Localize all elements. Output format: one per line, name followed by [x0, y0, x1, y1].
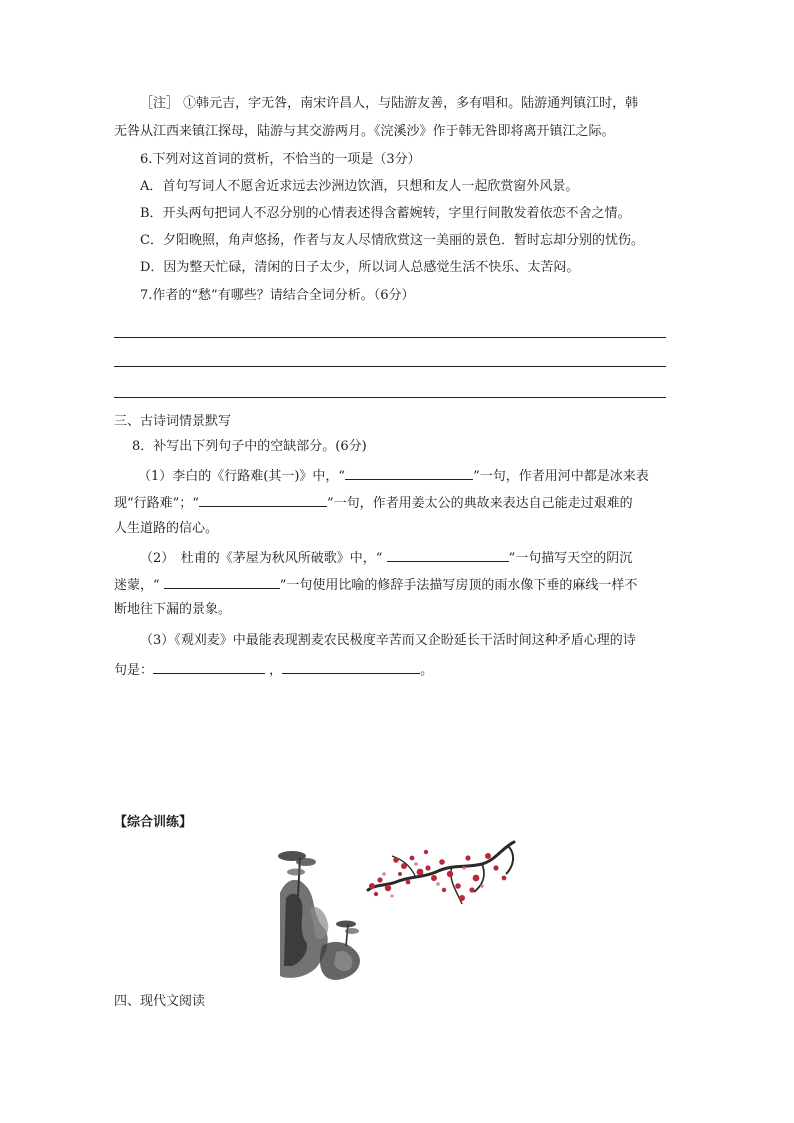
q6-option-a: A．首句写词人不愿舍近求远去沙洲边饮酒，只想和友人一起欣赏窗外风景。: [140, 179, 579, 194]
q6-option-c: C．夕阳晚照，角声悠扬，作者与友人尽情欣赏这一美丽的景色．暂时忘却分别的忧伤。: [140, 233, 644, 248]
q8-item-2-text-b: ”一句描写天空的阴沉: [508, 551, 633, 566]
q6-stem: 6.下列对这首词的赏析，不恰当的一项是（3分）: [140, 152, 421, 167]
q8-item-1-line-3: 人生道路的信心。: [114, 521, 219, 536]
answer-line-1[interactable]: [114, 337, 666, 338]
q8-item-2-text-c: 迷蒙，“: [114, 578, 164, 593]
q8-item-1-line-1: [138, 465, 649, 487]
q8-item-3-text-d: 。: [420, 663, 434, 678]
ink-painting-image: [276, 838, 518, 982]
fill-blank-5[interactable]: [153, 659, 265, 674]
q8-item-2-line-1: [140, 547, 632, 569]
q8-item-2-text-a: （2） 杜甫的《茅屋为秋风所破歌》中，“: [140, 551, 387, 566]
plum-blossom-branch-icon: [368, 842, 514, 904]
q8-stem: 8．补写出下列句子中的空缺部分。(6分): [132, 439, 367, 454]
fill-blank-6[interactable]: [282, 659, 420, 674]
q8-item-3-text-c: ，: [265, 663, 283, 678]
q8-item-1-text-b: ”一句，作者用河中都是冰来表: [473, 469, 649, 484]
q8-item-1-text-c: 现“行路难”；“: [114, 496, 199, 511]
q8-item-3-text-b: 句是：: [114, 663, 154, 678]
q8-item-2-line-3: 断地往下漏的景象。: [114, 602, 232, 617]
q6-option-d: D．因为整天忙碌，清闲的日子太少，所以词人总感觉生活不快乐、太苦闷。: [140, 260, 580, 275]
q8-item-3-line-1: （3）《观刈麦》中最能表现割麦农民极度辛苦而又企盼延长干活时间这种矛盾心理的诗: [140, 633, 636, 648]
note-line-1: ［注］ ①韩元吉，字无咎，南宋许昌人，与陆游友善，多有唱和。陆游通判镇江时，韩: [140, 96, 639, 111]
q6-option-b: B．开头两句把词人不忍分别的心情表述得含蓄婉转，字里行间散发着依恋不舍之情。: [140, 206, 631, 221]
q7-stem: 7.作者的“愁”有哪些？请结合全词分析。（6分）: [140, 288, 415, 303]
note-line-2: 无咎从江西来镇江探母，陆游与其交游两月。《浣溪沙》作于韩无咎即将离开镇江之际。: [114, 124, 615, 139]
section-3-title: 三、古诗词情景默写: [114, 414, 232, 429]
fill-blank-3[interactable]: [387, 547, 509, 562]
training-title: 【综合训练】: [114, 815, 193, 830]
q8-item-2-line-2: [114, 574, 637, 596]
answer-line-2[interactable]: [114, 366, 666, 367]
fill-blank-1[interactable]: [345, 465, 473, 480]
q8-item-1-text-a: （1）李白的《行路难(其一)》中，“: [138, 469, 346, 484]
fill-blank-2[interactable]: [199, 492, 327, 507]
q8-item-1-line-2: [114, 492, 633, 514]
q8-item-3-line-2: [114, 659, 433, 681]
fill-blank-4[interactable]: [164, 574, 280, 589]
q8-item-2-text-d: ”一句使用比喻的修辞手法描写房顶的雨水像下垂的麻线一样不: [279, 578, 638, 593]
section-4-title: 四、现代文阅读: [114, 994, 206, 1009]
q8-item-1-text-d: ”一句，作者用姜太公的典故来表达自己能走过艰难的: [326, 496, 633, 511]
answer-line-3[interactable]: [114, 397, 666, 398]
